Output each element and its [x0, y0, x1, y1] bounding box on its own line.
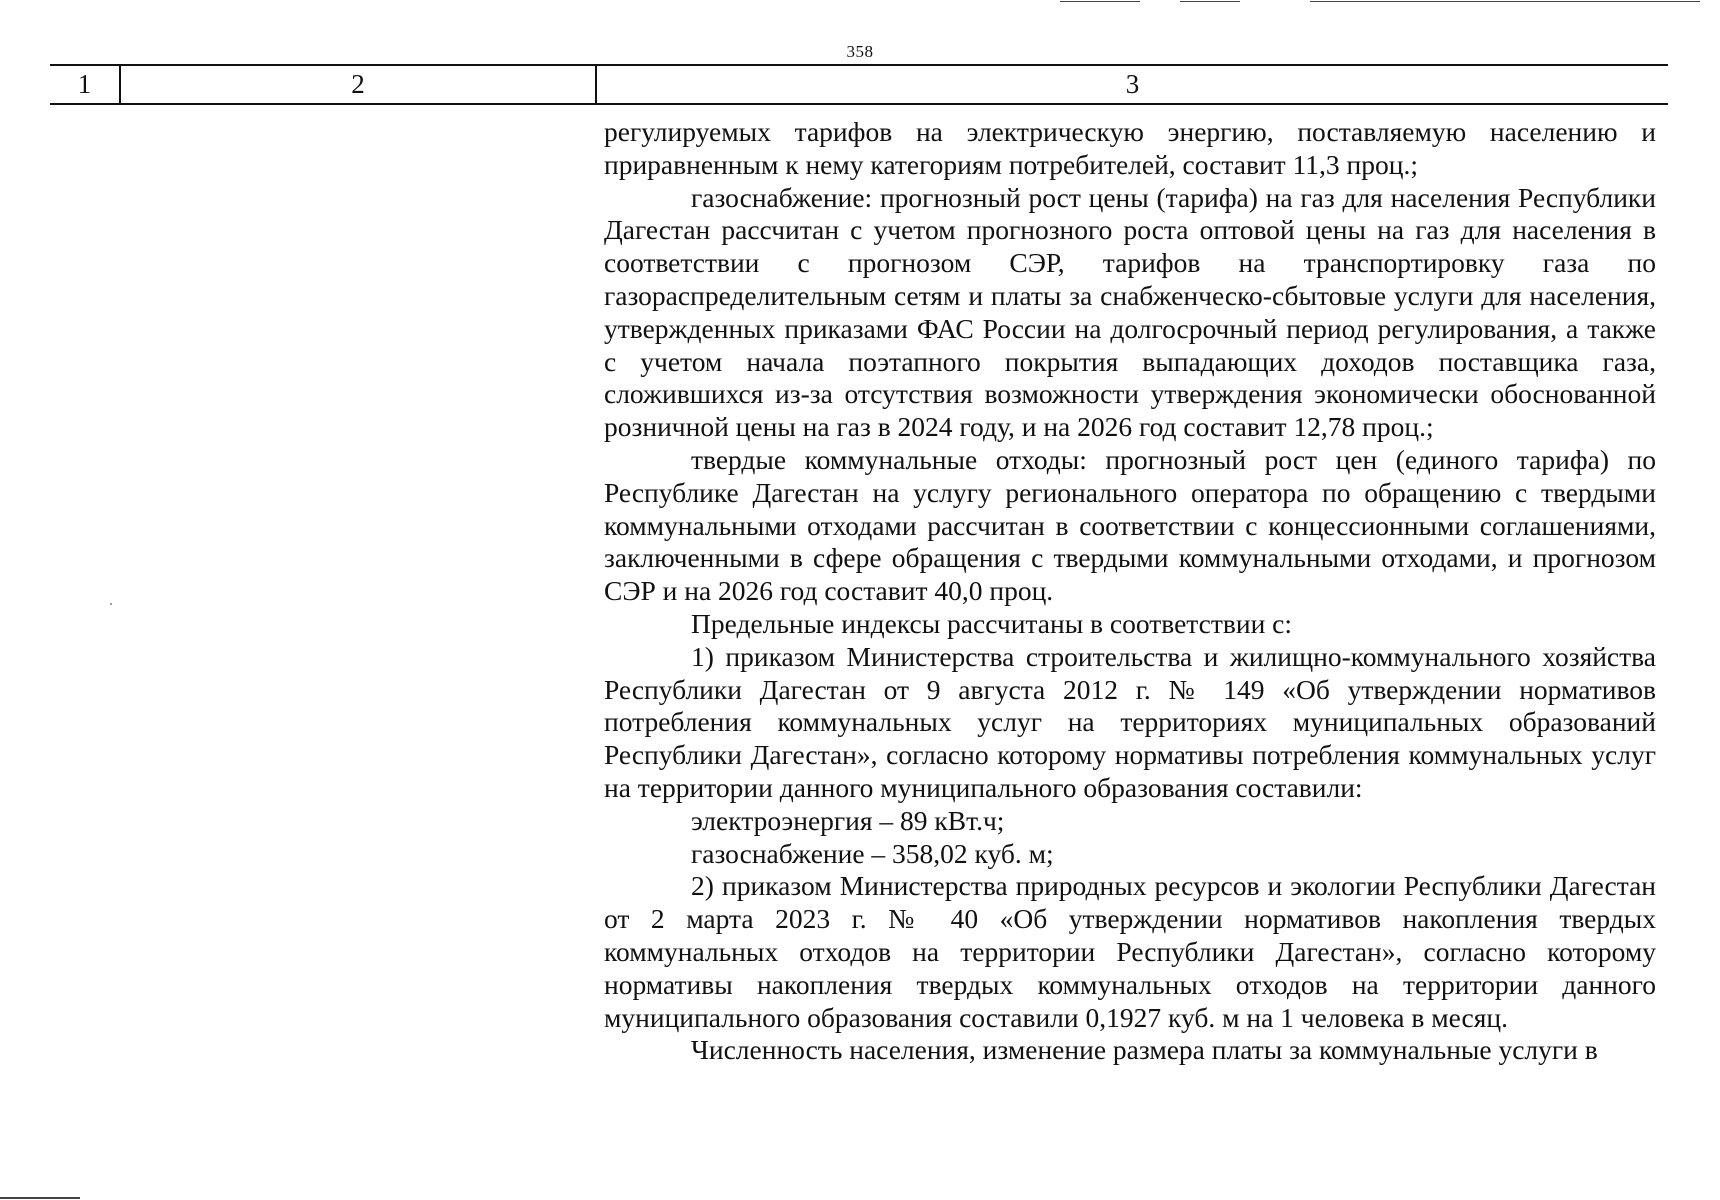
paragraph-order-ecology: 2) приказом Министерства природных ресурсов и экологии Республики Дагестан от 2 марта 2023 г. № 40 «Об утверждении нормативов накопления твердых коммунальных отходов на территории Республики Дагестан», согласно которому нормативы накопления твердых коммунальных отходов на территории данного муниципального образования составили 0,1927 куб. м на 1 человека в месяц. — [604, 870, 1656, 1033]
column-header-3: 3 — [1125, 69, 1140, 99]
paragraph-gas-supply: газоснабжение: прогнозный рост цены (тарифа) на газ для населения Республики Дагестан рассчитан с учетом прогнозного роста оптовой цены на газ для населения в соответствии с прогнозом СЭР, тарифов на транспортировку газа по газораспределительным сетям и платы за снабженческо-сбытовые услуги для населения, утвержденных приказами ФАС России на долгосрочный период регулирования, а также с учетом начала поэтапного покрытия выпадающих доходов поставщика газа, сложившихся из-за отсутствия возможности утверждения экономически обоснованной розничной цены на газ в 2024 году, и на 2026 год составит 12,78 проц.; — [604, 181, 1656, 443]
scan-dot — [110, 603, 112, 605]
paragraph-electricity-norm: электроэнергия – 89 кВт.ч; — [691, 804, 1005, 836]
paragraph-tariff-electricity: регулируемых тарифов на электрическую энергию, поставляемую населению и приравненным к нему категориям потребителей, составит 11,3 проц.; — [604, 116, 1656, 180]
scan-line-top-1 — [1060, 1, 1140, 2]
page-number: 358 — [846, 42, 874, 61]
document-body — [604, 116, 1656, 1067]
paragraph-order-construction: 1) приказом Министерства строительства и жилищно-коммунального хозяйства Республики Дагестан от 9 августа 2012 г. № 149 «Об утверждении нормативов потребления коммунальных услуг на территориях муниципальных образований Республики Дагестан», согласно которому нормативы потребления коммунальных услуг на территории данного муниципального образования составили: — [604, 640, 1656, 803]
table-header-row — [50, 64, 1668, 105]
column-header-1: 1 — [50, 66, 121, 103]
paragraph-indices-intro: Предельные индексы рассчитаны в соответствии с: — [691, 607, 1293, 639]
column-header-2: 2 — [121, 66, 597, 103]
paragraph-gas-norm: газоснабжение – 358,02 куб. м; — [691, 837, 1054, 869]
scan-line-top-2 — [1180, 1, 1240, 2]
scan-line-bottom-left — [0, 1197, 80, 1199]
scan-line-top-3 — [1310, 1, 1700, 2]
paragraph-population: Численность населения, изменение размера платы за коммунальные услуги в — [691, 1034, 1598, 1066]
paragraph-solid-waste: твердые коммунальные отходы: прогнозный рост цен (единого тарифа) по Республике Дагестан на услугу регионального оператора по обращению с твердыми коммунальными отходами рассчитан в соответствии с концессионными соглашениями, заключенными в сфере обращения с твердыми коммунальными отходами, и прогнозом СЭР и на 2026 год составит 40,0 проц. — [604, 443, 1656, 607]
